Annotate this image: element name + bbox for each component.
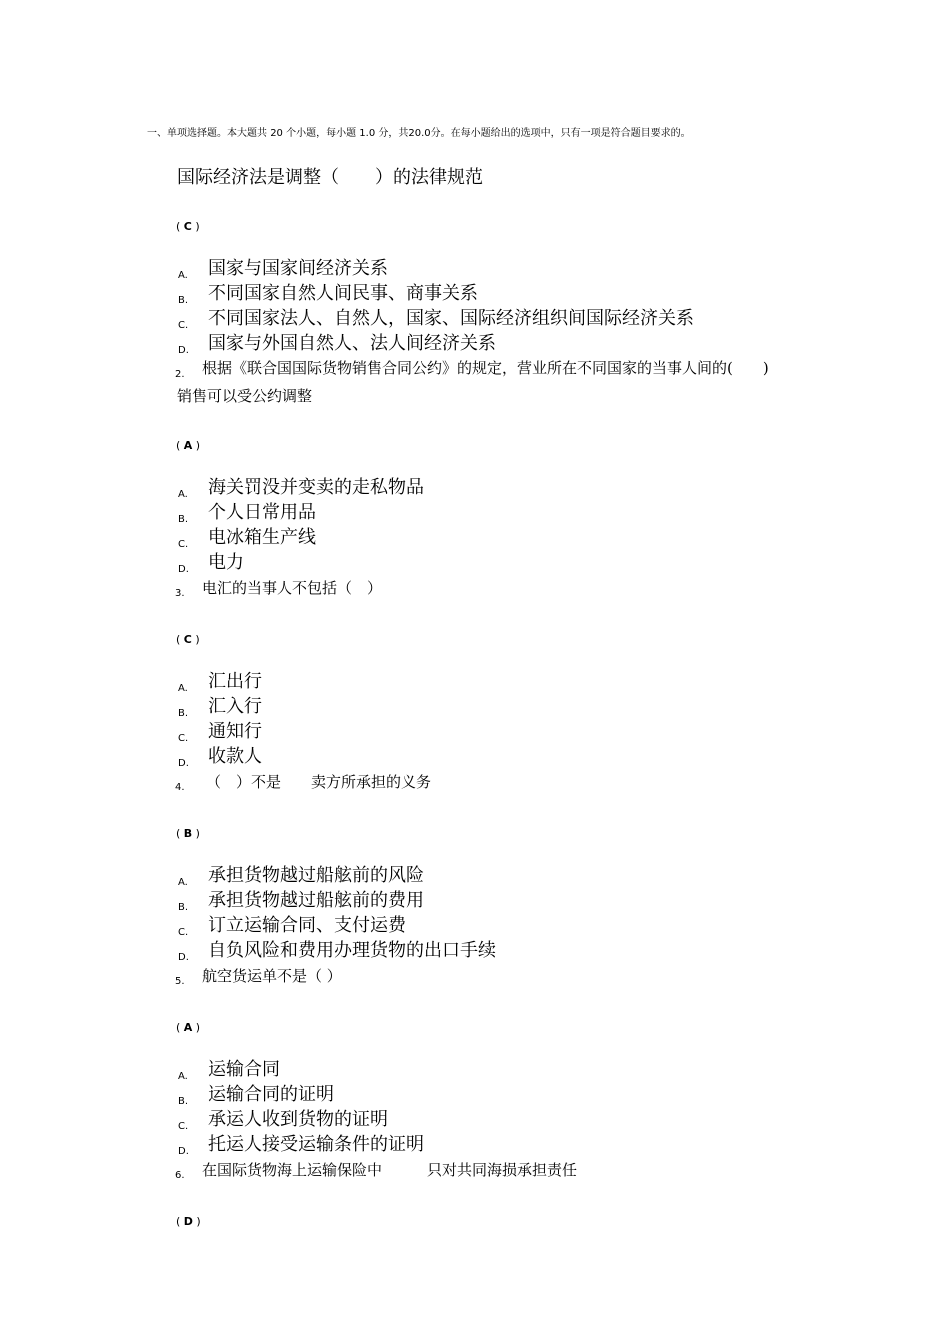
option-letter: B. — [178, 514, 189, 525]
option-letter: C. — [178, 927, 189, 938]
question-number: 2. — [175, 369, 185, 380]
option-letter: B. — [178, 902, 189, 913]
header-text-3: 分，共 — [378, 128, 409, 139]
option-letter: C. — [178, 733, 189, 744]
question-stem: 电汇的当事人不包括（ ） — [202, 579, 383, 597]
answer-key: ( A ) — [176, 1021, 201, 1034]
question-stem: 国际经济法是调整（ ）的法律规范 — [177, 167, 483, 188]
option-letter: D. — [178, 564, 189, 575]
question-stem: 航空货运单不是（ ） — [202, 967, 342, 985]
option-text: 承担货物越过船舷前的费用 — [208, 890, 424, 911]
question-stem-continued: 销售可以受公约调整 — [177, 387, 313, 405]
question-number: 4. — [175, 782, 185, 793]
question-number: 3. — [175, 588, 185, 599]
answer-key: ( D ) — [176, 1215, 201, 1228]
answer-letter: A — [183, 439, 193, 452]
header-text-4: 分。在每小题给出的选项中，只有一项是符合题目要求的。 — [430, 128, 691, 139]
option-text: 运输合同的证明 — [208, 1084, 334, 1105]
section-header — [147, 124, 691, 139]
option-text: 电冰箱生产线 — [208, 527, 316, 548]
option-letter: B. — [178, 708, 189, 719]
option-text: 国家与外国自然人、法人间经济关系 — [208, 333, 496, 354]
option-text: 汇出行 — [208, 671, 262, 692]
question-stem: （ ）不是 卖方所承担的义务 — [206, 773, 432, 791]
option-letter: A. — [178, 877, 188, 888]
option-letter: B. — [178, 295, 189, 306]
option-text: 托运人接受运输条件的证明 — [208, 1134, 424, 1155]
option-text: 承担货物越过船舷前的风险 — [208, 865, 424, 886]
option-text: 承运人收到货物的证明 — [208, 1109, 388, 1130]
option-letter: A. — [178, 270, 188, 281]
option-letter: A. — [178, 489, 188, 500]
option-text: 电力 — [208, 552, 244, 573]
option-letter: A. — [178, 1071, 188, 1082]
option-text: 国家与国家间经济关系 — [208, 258, 388, 279]
option-text: 不同国家法人、自然人，国家、国际经济组织间国际经济关系 — [208, 308, 694, 329]
question-stem: 在国际货物海上运输保险中 只对共同海损承担责任 — [202, 1161, 578, 1179]
option-letter: C. — [178, 539, 189, 550]
option-text: 通知行 — [208, 721, 262, 742]
option-text: 收款人 — [208, 746, 262, 767]
header-text-2: 个小题，每小题 — [286, 128, 357, 139]
option-letter: C. — [178, 1121, 189, 1132]
option-text: 自负风险和费用办理货物的出口手续 — [208, 940, 496, 961]
header-text-1: 一、单项选择题。本大题共 — [147, 128, 267, 139]
option-letter: D. — [178, 758, 189, 769]
option-text: 订立运输合同、支付运费 — [208, 915, 406, 936]
question-stem: 根据《联合国国际货物销售合同公约》的规定，营业所在不同国家的当事人间的( ) — [202, 359, 769, 377]
answer-key: ( B ) — [176, 827, 200, 840]
question-count: 20 — [270, 128, 283, 139]
answer-letter: A — [183, 1021, 193, 1034]
answer-letter: C — [183, 633, 192, 646]
answer-letter: B — [183, 827, 193, 840]
option-text: 运输合同 — [208, 1059, 280, 1080]
option-text: 汇入行 — [208, 696, 262, 717]
question-number: 6. — [175, 1170, 185, 1181]
option-letter: C. — [178, 320, 189, 331]
option-letter: D. — [178, 345, 189, 356]
answer-key: ( C ) — [176, 220, 200, 233]
option-letter: A. — [178, 683, 188, 694]
answer-letter: D — [183, 1215, 193, 1228]
question-number: 5. — [175, 976, 185, 987]
option-letter: D. — [178, 952, 189, 963]
option-text: 不同国家自然人间民事、商事关系 — [208, 283, 478, 304]
option-text: 海关罚没并变卖的走私物品 — [208, 477, 424, 498]
answer-letter: C — [183, 220, 192, 233]
answer-key: ( C ) — [176, 633, 200, 646]
option-text: 个人日常用品 — [208, 502, 316, 523]
option-letter: B. — [178, 1096, 189, 1107]
option-letter: D. — [178, 1146, 189, 1157]
total-score: 20.0 — [408, 128, 431, 139]
per-question-score: 1.0 — [359, 128, 376, 139]
answer-key: ( A ) — [176, 439, 201, 452]
